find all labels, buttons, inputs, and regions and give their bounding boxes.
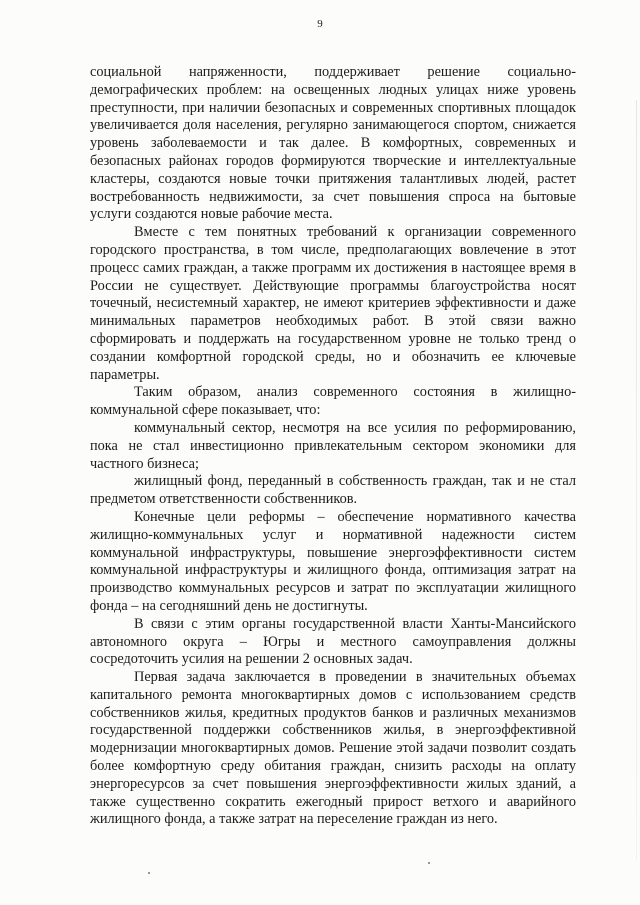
paragraph-1: социальной напряженности, поддерживает решение социально-демографических проблем: на освещенных людных улицах ниже уровень преступности, при наличии безопасных и современных спортивных площадок увеличивается доля населения, регулярно занимающегося спортом, снижается уровень заболеваемости и так далее. В комфортных, современных и безопасных районах городов формируются творческие и интеллектуальные кластеры, создаются новые точки притяжения талантливых людей, растет востребованность недвижимости, за счет повышения спроса на бытовые услуги создаются новые рабочие места.: [90, 64, 576, 223]
paragraph-7: В связи с этим органы государственной власти Ханты-Мансийского автономного округа – Югры и местного самоуправления должны сосредоточить усилия на решении 2 основных задач.: [90, 615, 576, 668]
paragraph-2: Вместе с тем понятных требований к организации современного городского пространства, в том числе, предполагающих вовлечение в этот процесс самих граждан, а также программ их достижения в настоящее время в России не существует. Действующие программы благоустройства носят точечный, несистемный характер, не имеют критериев эффективности и даже минимальных параметров необходимых работ. В этой связи важно сформировать и поддержать на государственном уровне не только тренд о создании комфортной городской среды, но и обозначить ее ключевые параметры.: [90, 224, 576, 383]
paragraph-6: Конечные цели реформы – обеспечение нормативного качества жилищно-коммунальных услуг и нормативной надежности систем коммунальной инфраструктуры, повышение энергоэффективности систем коммунальной инфраструктуры и жилищного фонда, оптимизация затрат на производство коммунальных ресурсов и затрат по эксплуатации жилищного фонда – на сегодняшний день не достигнуты.: [90, 508, 576, 614]
paragraph-5: жилищный фонд, переданный в собственность граждан, так и не стал предметом ответственности собственников.: [90, 473, 576, 508]
page-number: 9: [317, 18, 323, 30]
scan-edge-line: [636, 100, 637, 860]
scan-speck: [148, 872, 150, 874]
paragraph-3: Таким образом, анализ современного состояния в жилищно-коммунальной сфере показывает, что:: [90, 384, 576, 419]
body-text: [90, 64, 576, 829]
paragraph-8: Первая задача заключается в проведении в значительных объемах капитального ремонта многоквартирных домов с использованием средств собственников жилья, кредитных продуктов банков и различных механизмов государственной поддержки собственников жилья, в энергоэффективной модернизации многоквартирных домов. Решение этой задачи позволит создать более комфортную среду обитания граждан, снизить расходы на оплату энергоресурсов за счет повышения энергоэффективности жилых зданий, а также существенно сократить ежегодный прирост ветхого и аварийного жилищного фонда, а также затрат на переселение граждан из него.: [90, 669, 576, 828]
paragraph-4: коммунальный сектор, несмотря на все усилия по реформированию, пока не стал инвестиционно привлекательным сектором экономики для частного бизнеса;: [90, 419, 576, 472]
scan-speck: [428, 862, 430, 864]
